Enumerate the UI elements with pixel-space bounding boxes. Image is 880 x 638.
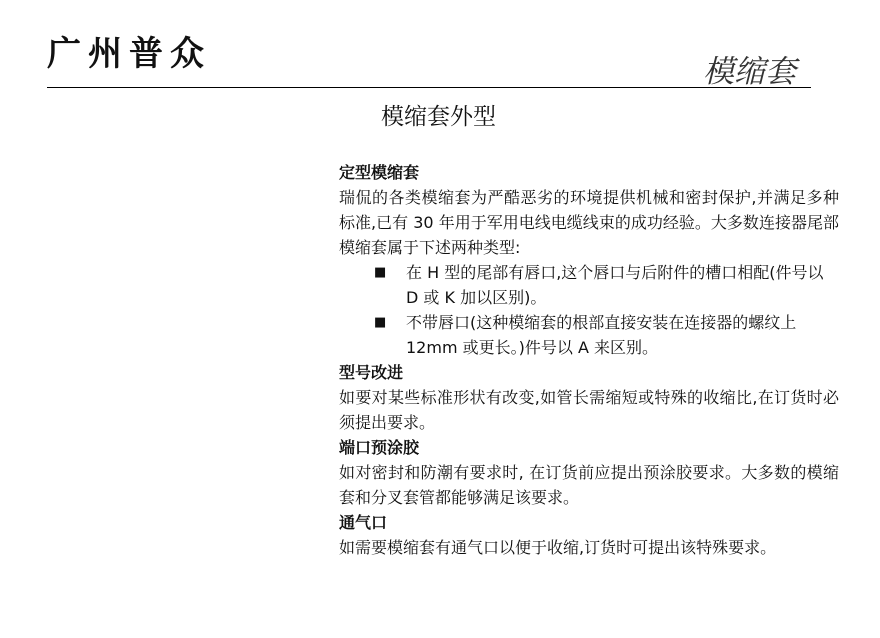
- page-title: 模缩套外型: [381, 104, 496, 130]
- list-item: [339, 260, 839, 310]
- section-paragraph: 如对密封和防潮有要求时, 在订货前应提出预涂胶要求。大多数的模缩套和分叉套管都能够满足该要求。: [339, 463, 839, 507]
- list-item: [339, 310, 839, 360]
- section-heading: 通气口: [339, 513, 388, 532]
- content-column: [339, 160, 839, 560]
- section-paragraph: 瑞侃的各类模缩套为严酷恶劣的环境提供机械和密封保护,并满足多种标准,已有 30 年用于军用电线电缆线束的成功经验。大多数连接器尾部模缩套属于下述两种类型:: [339, 188, 839, 257]
- header-divider: [47, 87, 811, 88]
- section-heading: 端口预涂胶: [339, 438, 420, 457]
- section-heading: 型号改进: [339, 363, 404, 382]
- bullet-list: [339, 260, 839, 360]
- bullet-icon: ■: [374, 315, 387, 330]
- section-paragraph: 如需要模缩套有通气口以便于收缩,订货时可提出该特殊要求。: [339, 538, 777, 557]
- list-item-text: 在 H 型的尾部有唇口,这个唇口与后附件的槽口相配(件号以 D 或 K 加以区别)。: [406, 263, 824, 307]
- section-paragraph: 如要对某些标准形状有改变,如管长需缩短或特殊的收缩比,在订货时必须提出要求。: [339, 388, 839, 432]
- section-heading: 定型模缩套: [339, 163, 420, 182]
- company-name: 广州普众: [47, 34, 211, 74]
- product-name: 模缩套: [703, 54, 796, 90]
- bullet-icon: ■: [374, 265, 387, 280]
- list-item-text: 不带唇口(这种模缩套的根部直接安装在连接器的螺纹上 12mm 或更长。)件号以 A 来区别。: [406, 313, 797, 357]
